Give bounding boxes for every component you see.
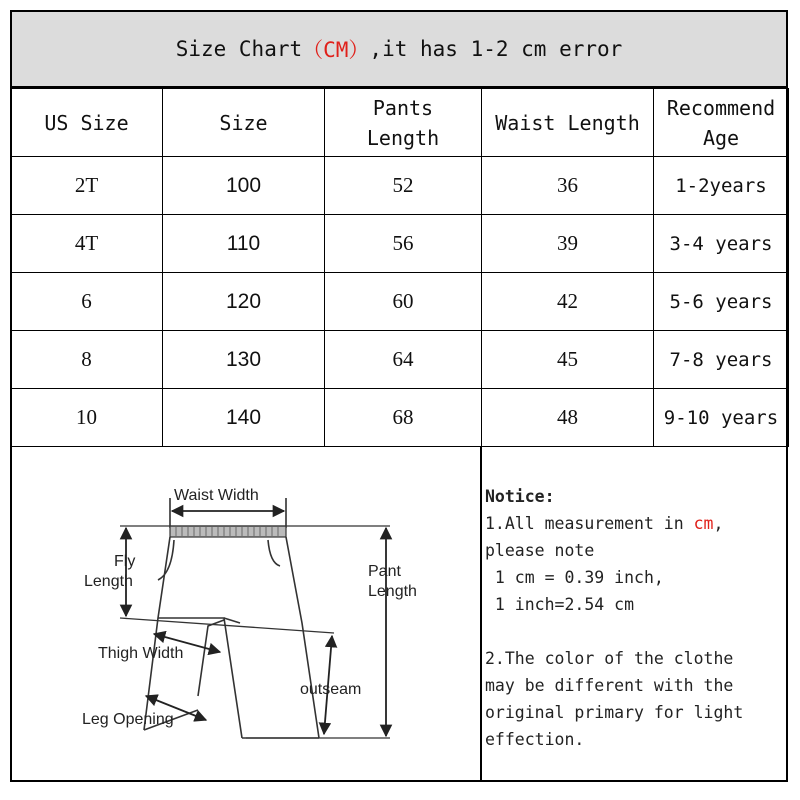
notice-line4: 1 inch=2.54 cm	[485, 595, 635, 614]
cell-size: 120	[163, 273, 325, 331]
cell-pants-length: 52	[325, 157, 482, 215]
header-pants-length-text: Pants Length	[366, 95, 440, 150]
pants-measurement-diagram	[12, 448, 480, 778]
notice-line1-prefix: 1.All measurement in	[485, 514, 694, 533]
cell-size: 130	[163, 331, 325, 389]
title-suffix: ,it has 1-2 cm error	[369, 37, 623, 61]
notice-block	[485, 483, 785, 753]
cell-waist-length: 42	[482, 273, 654, 331]
cell-us-size: 10	[11, 389, 163, 447]
label-fly-length-1: Fly	[114, 553, 136, 570]
table-row	[11, 389, 789, 447]
table-header-row	[11, 89, 789, 157]
title-prefix: Size Chart	[175, 37, 303, 61]
cell-age: 7-8 years	[654, 331, 789, 389]
cell-waist-length: 45	[482, 331, 654, 389]
cell-us-size: 6	[11, 273, 163, 331]
cell-us-size: 2T	[11, 157, 163, 215]
cell-age: 1-2years	[654, 157, 789, 215]
header-us-size: US Size	[11, 89, 163, 157]
header-pants-length	[325, 89, 482, 157]
cell-age: 9-10 years	[654, 389, 789, 447]
waistband	[170, 526, 286, 537]
cell-us-size: 8	[11, 331, 163, 389]
table-row	[11, 215, 789, 273]
notice-line1-unit: cm	[693, 514, 714, 533]
notice-line1-suffix: ,	[713, 514, 724, 533]
title-unit: （CM）	[302, 38, 370, 62]
cell-pants-length: 56	[325, 215, 482, 273]
label-pant-length-2: Length	[368, 583, 417, 600]
cell-waist-length: 36	[482, 157, 654, 215]
header-recommend-age-text: Recommend Age	[666, 95, 776, 150]
notice-line7: original primary for light	[485, 703, 744, 722]
header-size: Size	[163, 89, 325, 157]
label-outseam: outseam	[300, 681, 362, 698]
cell-pants-length: 64	[325, 331, 482, 389]
panel-divider	[480, 446, 482, 782]
cell-us-size: 4T	[11, 215, 163, 273]
cell-age: 5-6 years	[654, 273, 789, 331]
table-row	[11, 331, 789, 389]
label-pant-length-1: Pant	[368, 563, 401, 580]
notice-line6: may be different with the	[485, 676, 734, 695]
notice-heading: Notice:	[485, 487, 555, 506]
size-chart-title	[12, 12, 786, 88]
cell-size: 140	[163, 389, 325, 447]
table-row	[11, 273, 789, 331]
cell-pants-length: 68	[325, 389, 482, 447]
cell-waist-length: 39	[482, 215, 654, 273]
cell-size: 100	[163, 157, 325, 215]
notice-line8: effection.	[485, 730, 585, 749]
cell-pants-length: 60	[325, 273, 482, 331]
notice-line5: 2.The color of the clothe	[485, 649, 734, 668]
size-table	[10, 88, 789, 447]
cell-age: 3-4 years	[654, 215, 789, 273]
table-row	[11, 157, 789, 215]
label-waist-width: Waist Width	[174, 487, 259, 504]
cell-waist-length: 48	[482, 389, 654, 447]
header-recommend-age	[654, 89, 789, 157]
notice-line3: 1 cm = 0.39 inch,	[485, 568, 664, 587]
notice-line2: please note	[485, 541, 595, 560]
label-leg-opening: Leg Opening	[82, 711, 174, 728]
label-thigh-width: Thigh Width	[98, 645, 184, 662]
label-fly-length-2: Length	[84, 573, 133, 590]
header-waist-length: Waist Length	[482, 89, 654, 157]
cell-size: 110	[163, 215, 325, 273]
